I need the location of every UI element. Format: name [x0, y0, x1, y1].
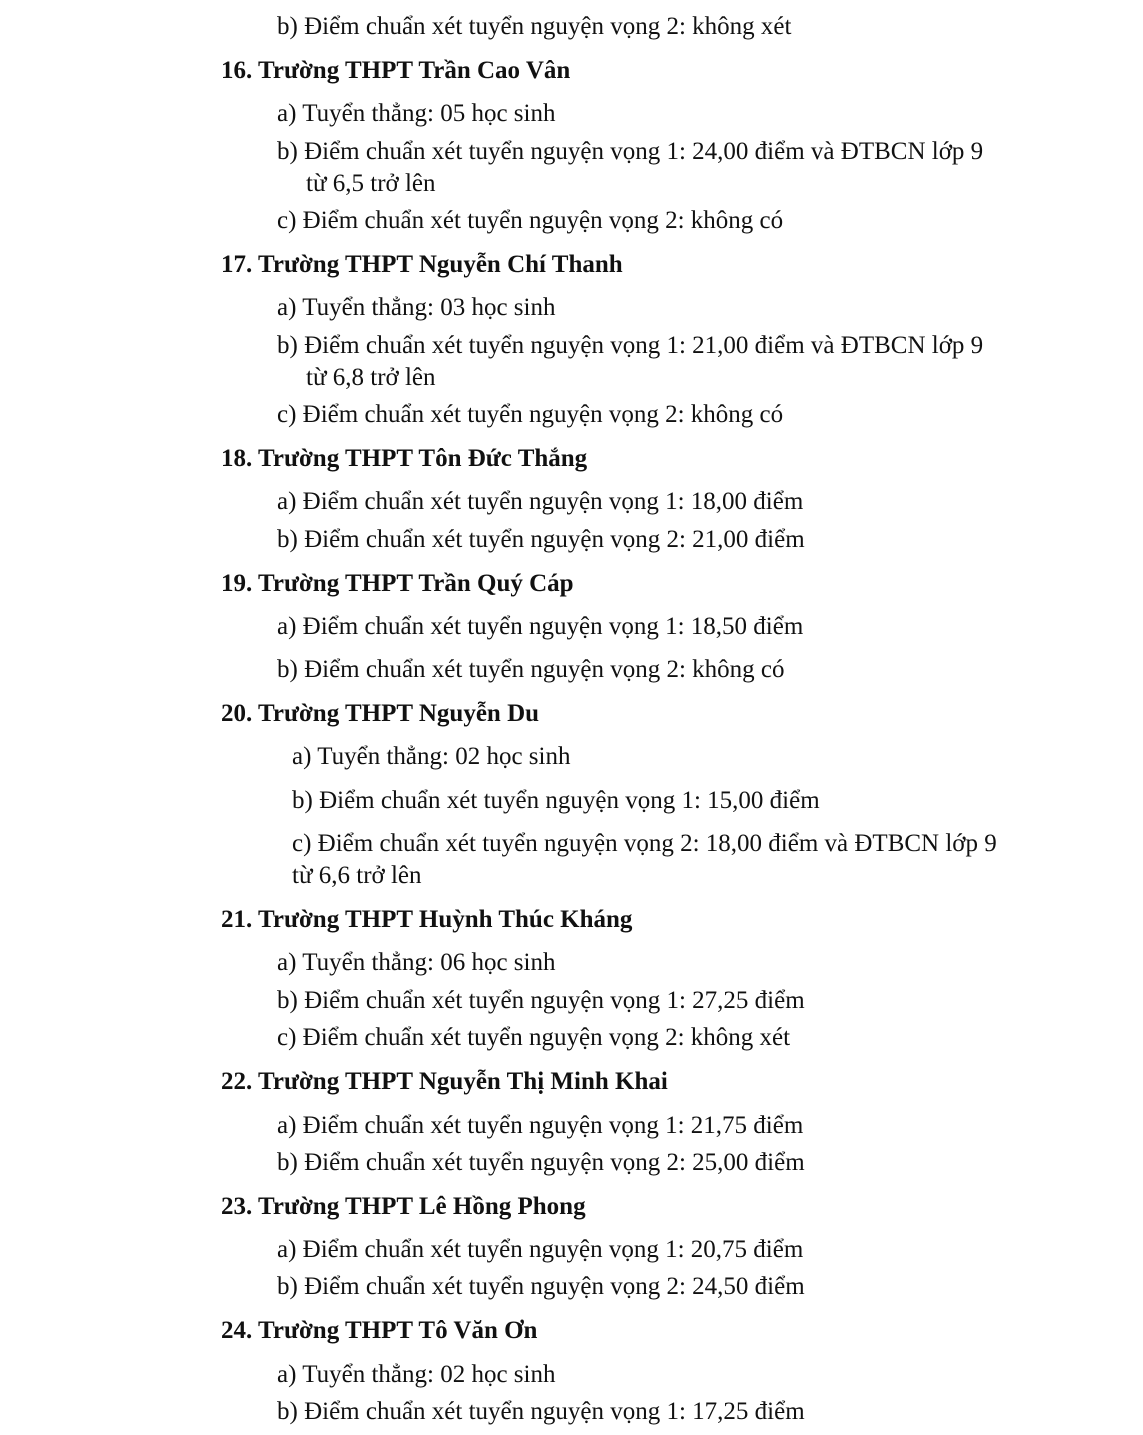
school-heading: 17. Trường THPT Nguyễn Chí Thanh	[221, 251, 623, 278]
item-line: b) Điểm chuẩn xét tuyển nguyện vọng 1: 24,00 điểm và ĐTBCN lớp 9	[277, 138, 984, 165]
item-line: a) Tuyển thẳng: 03 học sinh	[277, 294, 556, 321]
item-line: b) Điểm chuẩn xét tuyển nguyện vọng 2: 24,50 điểm	[277, 1273, 805, 1300]
item-line: b) Điểm chuẩn xét tuyển nguyện vọng 1: 21,00 điểm và ĐTBCN lớp 9	[277, 332, 984, 359]
item-line: a) Tuyển thẳng: 02 học sinh	[292, 743, 571, 770]
item-line: a) Tuyển thẳng: 02 học sinh	[277, 1361, 556, 1388]
item-line: b) Điểm chuẩn xét tuyển nguyện vọng 1: 17,25 điểm	[277, 1398, 805, 1425]
school-heading: 21. Trường THPT Huỳnh Thúc Kháng	[221, 906, 633, 933]
school-heading: 16. Trường THPT Trần Cao Vân	[221, 57, 571, 84]
item-line: c) Điểm chuẩn xét tuyển nguyện vọng 2: không có	[277, 401, 784, 428]
item-line: a) Điểm chuẩn xét tuyển nguyện vọng 1: 18,00 điểm	[277, 488, 804, 515]
item-line: b) Điểm chuẩn xét tuyển nguyện vọng 1: 15,00 điểm	[292, 787, 820, 814]
item-line: b) Điểm chuẩn xét tuyển nguyện vọng 2: không có	[277, 656, 785, 683]
item-line: b) Điểm chuẩn xét tuyển nguyện vọng 2: không xét	[277, 13, 792, 40]
item-continuation: từ 6,8 trở lên	[306, 364, 436, 391]
school-heading: 22. Trường THPT Nguyễn Thị Minh Khai	[221, 1068, 668, 1095]
school-heading: 20. Trường THPT Nguyễn Du	[221, 700, 540, 727]
school-heading: 18. Trường THPT Tôn Đức Thắng	[221, 445, 588, 472]
item-continuation: từ 6,6 trở lên	[292, 862, 422, 889]
item-line: a) Điểm chuẩn xét tuyển nguyện vọng 1: 20,75 điểm	[277, 1236, 804, 1263]
item-line: b) Điểm chuẩn xét tuyển nguyện vọng 2: 21,00 điểm	[277, 526, 805, 553]
school-heading: 23. Trường THPT Lê Hồng Phong	[221, 1193, 586, 1220]
item-line: a) Điểm chuẩn xét tuyển nguyện vọng 1: 21,75 điểm	[277, 1112, 804, 1139]
item-line: a) Tuyển thẳng: 06 học sinh	[277, 949, 556, 976]
school-heading: 24. Trường THPT Tô Văn Ơn	[221, 1317, 538, 1344]
item-line: c) Điểm chuẩn xét tuyển nguyện vọng 2: không có	[277, 207, 784, 234]
item-line: a) Tuyển thẳng: 05 học sinh	[277, 100, 556, 127]
item-line: b) Điểm chuẩn xét tuyển nguyện vọng 1: 27,25 điểm	[277, 987, 805, 1014]
item-line: a) Điểm chuẩn xét tuyển nguyện vọng 1: 18,50 điểm	[277, 613, 804, 640]
item-continuation: từ 6,5 trở lên	[306, 170, 436, 197]
item-line: c) Điểm chuẩn xét tuyển nguyện vọng 2: 18,00 điểm và ĐTBCN lớp 9	[292, 830, 997, 857]
item-line: c) Điểm chuẩn xét tuyển nguyện vọng 2: không xét	[277, 1024, 791, 1051]
school-heading: 19. Trường THPT Trần Quý Cáp	[221, 570, 574, 597]
item-line: b) Điểm chuẩn xét tuyển nguyện vọng 2: 25,00 điểm	[277, 1149, 805, 1176]
